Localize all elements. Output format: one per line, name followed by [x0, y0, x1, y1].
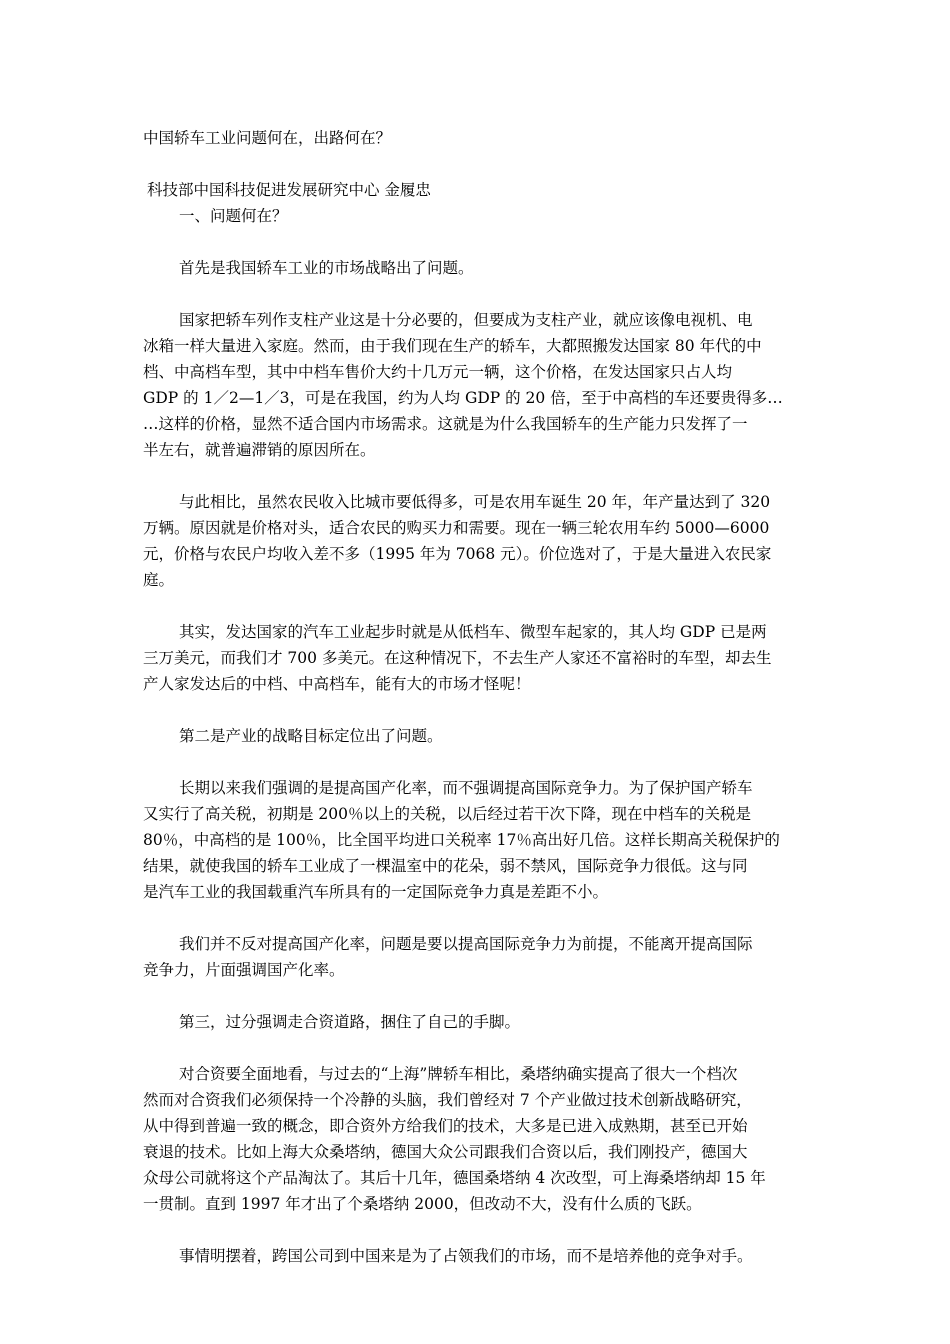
paragraph-line: 是汽车工业的我国载重汽车所具有的一定国际竞争力真是差距不小。 — [143, 883, 609, 901]
paragraph-line: 衰退的技术。比如上海大众桑塔纳，德国大众公司跟我们合资以后，我们刚投产，德国大 — [143, 1143, 748, 1161]
paragraph-line: 三万美元，而我们才 700 多美元。在这种情况下，不去生产人家还不富裕时的车型，却去生 — [143, 649, 772, 667]
paragraph — [143, 775, 807, 905]
document-body — [143, 255, 807, 1269]
paragraph-line: 然而对合资我们必须保持一个冷静的头脑，我们曾经对 7 个产业做过技术创新战略研究， — [143, 1091, 752, 1109]
paragraph-line: 元，价格与农民户均收入差不多（1995 年为 7068 元）。价位选对了，于是大量进入农民家 — [143, 545, 772, 563]
paragraph-line: GDP 的 1／2—1／3，可是在我国，约为人均 GDP 的 20 倍，至于中高档的车还要贵得多… — [143, 389, 783, 407]
paragraph-line: 竞争力，片面强调国产化率。 — [143, 961, 345, 979]
paragraph-line: 庭。 — [143, 571, 175, 589]
paragraph-line: 首先是我国轿车工业的市场战略出了问题。 — [179, 259, 474, 277]
paragraph — [143, 1061, 807, 1217]
paragraph-line: 一贯制。直到 1997 年才出了个桑塔纳 2000，但改动不大，没有什么质的飞跃。 — [143, 1195, 702, 1213]
paragraph-line: 80％，中高档的是 100％，比全国平均进口关税率 17％高出好几倍。这样长期高关税保护的 — [143, 831, 780, 849]
paragraph-line: 事情明摆着，跨国公司到中国来是为了占领我们的市场，而不是培养他的竞争对手。 — [179, 1247, 753, 1265]
paragraph-line: …这样的价格，显然不适合国内市场需求。这就是为什么我国轿车的生产能力只发挥了一 — [143, 415, 748, 433]
paragraph-line: 我们并不反对提高国产化率，问题是要以提高国际竞争力为前提，不能离开提高国际 — [179, 935, 753, 953]
paragraph-line: 又实行了高关税，初期是 200％以上的关税，以后经过若干次下降，现在中档车的关税是 — [143, 805, 752, 823]
paragraph-line: 从中得到普遍一致的概念，即合资外方给我们的技术，大多是已进入成熟期，甚至已开始 — [143, 1117, 748, 1135]
paragraph — [143, 307, 807, 463]
paragraph — [143, 1243, 807, 1269]
document-author: 科技部中国科技促进发展研究中心 金履忠 — [147, 181, 431, 199]
paragraph-line: 第二是产业的战略目标定位出了问题。 — [179, 727, 443, 745]
paragraph-line: 对合资要全面地看，与过去的“上海”牌轿车相比，桑塔纳确实提高了很大一个档次 — [179, 1065, 738, 1083]
paragraph — [143, 723, 807, 749]
paragraph — [143, 931, 807, 983]
document-page — [143, 125, 807, 1295]
paragraph-line: 万辆。原因就是价格对头，适合农民的购买力和需要。现在一辆三轮农用车约 5000—6000 — [143, 519, 770, 537]
paragraph — [143, 619, 807, 697]
paragraph-line: 档、中高档车型，其中中档车售价大约十几万元一辆，这个价格，在发达国家只占人均 — [143, 363, 733, 381]
paragraph-line: 其实，发达国家的汽车工业起步时就是从低档车、微型车起家的，其人均 GDP 已是两 — [179, 623, 767, 641]
document-title: 中国轿车工业问题何在，出路何在？ — [143, 129, 392, 147]
paragraph-line: 国家把轿车列作支柱产业这是十分必要的，但要成为支柱产业，就应该像电视机、电 — [179, 311, 753, 329]
section-heading: 一、问题何在？ — [179, 207, 288, 225]
paragraph-line: 冰箱一样大量进入家庭。然而，由于我们现在生产的轿车，大都照搬发达国家 80 年代的中 — [143, 337, 762, 355]
paragraph — [143, 255, 807, 281]
paragraph-line: 长期以来我们强调的是提高国产化率，而不强调提高国际竞争力。为了保护国产轿车 — [179, 779, 753, 797]
paragraph — [143, 489, 807, 593]
paragraph-line: 产人家发达后的中档、中高档车，能有大的市场才怪呢！ — [143, 675, 531, 693]
paragraph — [143, 1009, 807, 1035]
paragraph-line: 第三，过分强调走合资道路，捆住了自己的手脚。 — [179, 1013, 521, 1031]
paragraph-line: 与此相比，虽然农民收入比城市要低得多，可是农用车诞生 20 年，年产量达到了 320 — [179, 493, 771, 511]
paragraph-line: 众母公司就将这个产品淘汰了。其后十几年，德国桑塔纳 4 次改型，可上海桑塔纳却 15 年 — [143, 1169, 766, 1187]
paragraph-line: 结果，就使我国的轿车工业成了一棵温室中的花朵，弱不禁风，国际竞争力很低。这与同 — [143, 857, 748, 875]
paragraph-line: 半左右，就普遍滞销的原因所在。 — [143, 441, 376, 459]
